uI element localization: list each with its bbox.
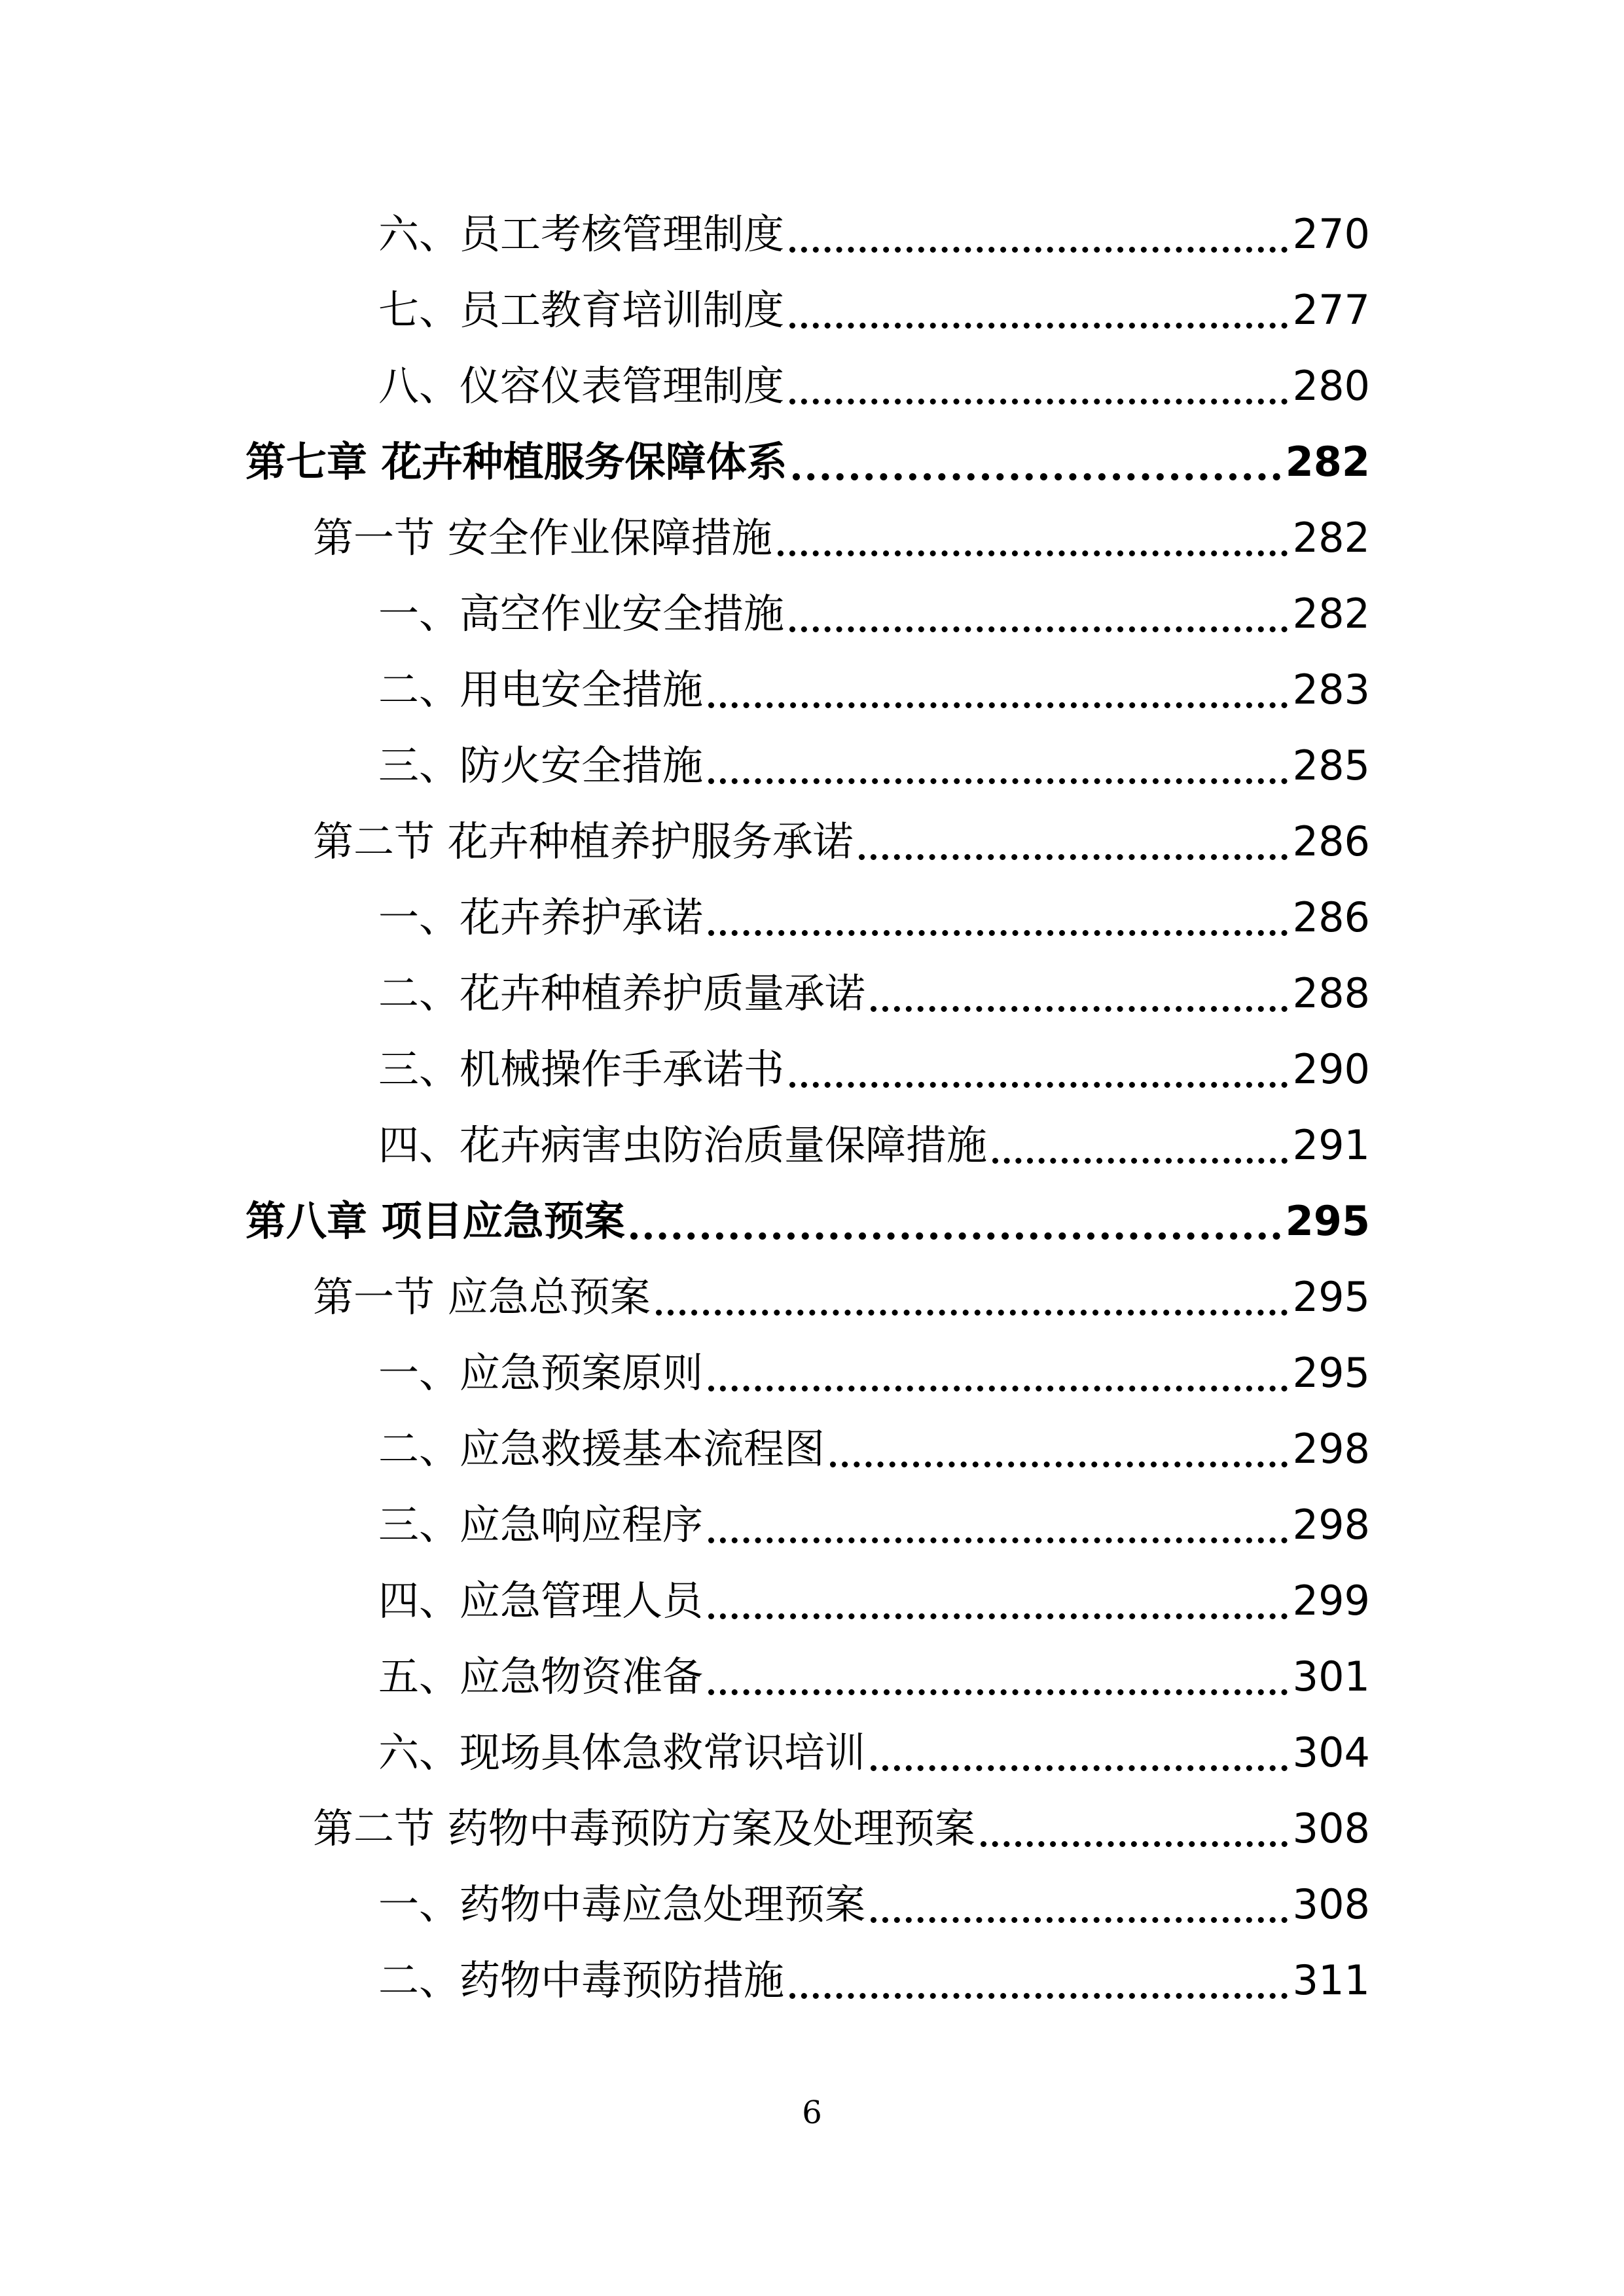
toc-entry-title: 一、高空作业安全措施 xyxy=(378,590,785,637)
toc-entry-page-number: 304 xyxy=(1292,1729,1370,1776)
toc-entry-title: 三、应急响应程序 xyxy=(378,1501,704,1549)
toc-entry-title: 第二节 药物中毒预防方案及处理预案 xyxy=(313,1804,975,1852)
toc-entry-page-number: 282 xyxy=(1285,438,1370,486)
toc-entry-page-number: 311 xyxy=(1292,1956,1370,2004)
toc-entry-page-number: 282 xyxy=(1292,590,1370,637)
toc-entry-page-number: 280 xyxy=(1292,362,1370,410)
toc-entry-page-number: 291 xyxy=(1292,1121,1370,1169)
toc-entry-title: 一、花卉养护承诺 xyxy=(378,893,704,941)
toc-entry-section[interactable] xyxy=(313,1266,1370,1329)
toc-dot-leader xyxy=(630,1232,1280,1240)
toc-entry-page-number: 301 xyxy=(1292,1653,1370,1700)
toc-dot-leader xyxy=(708,702,1288,708)
toc-entry-item[interactable] xyxy=(378,583,1370,645)
toc-entry-page-number: 290 xyxy=(1292,1045,1370,1093)
toc-dot-leader xyxy=(981,1841,1288,1847)
toc-entry-item[interactable] xyxy=(378,886,1370,949)
toc-dot-leader xyxy=(708,1689,1288,1695)
toc-dot-leader xyxy=(830,1462,1288,1467)
toc-entry-title: 三、防火安全措施 xyxy=(378,742,704,789)
toc-entry-section[interactable] xyxy=(313,810,1370,873)
page-number: 6 xyxy=(802,2094,822,2131)
toc-dot-leader xyxy=(871,1006,1288,1012)
toc-dot-leader xyxy=(656,1310,1288,1316)
toc-dot-leader xyxy=(871,1917,1288,1923)
toc-entry-title: 六、员工考核管理制度 xyxy=(378,210,785,258)
toc-entry-title: 二、药物中毒预防措施 xyxy=(378,1956,785,2004)
toc-entry-item[interactable] xyxy=(378,1873,1370,1936)
toc-entry-item[interactable] xyxy=(378,1494,1370,1556)
toc-dot-leader xyxy=(708,930,1288,936)
toc-entry-page-number: 295 xyxy=(1292,1349,1370,1397)
toc-entry-page-number: 298 xyxy=(1292,1501,1370,1549)
toc-entry-item[interactable] xyxy=(378,279,1370,342)
toc-entry-item[interactable] xyxy=(378,1570,1370,1632)
toc-entry-item[interactable] xyxy=(378,1114,1370,1177)
toc-entry-page-number: 308 xyxy=(1292,1880,1370,1928)
toc-entry-title: 第二节 花卉种植养护服务承诺 xyxy=(313,817,854,865)
toc-entry-title: 五、应急物资准备 xyxy=(378,1653,704,1700)
toc-entry-title: 八、仪容仪表管理制度 xyxy=(378,362,785,410)
toc-entry-title: 第八章 项目应急预案 xyxy=(245,1197,625,1245)
toc-entry-title: 第七章 花卉种植服务保障体系 xyxy=(245,438,787,486)
toc-entry-title: 六、现场具体急救常识培训 xyxy=(378,1729,866,1776)
toc-dot-leader xyxy=(708,1386,1288,1391)
toc-entry-item[interactable] xyxy=(378,1038,1370,1101)
toc-entry-item[interactable] xyxy=(378,658,1370,721)
toc-entry-page-number: 286 xyxy=(1292,893,1370,941)
toc-entry-title: 二、用电安全措施 xyxy=(378,666,704,713)
toc-entry-item[interactable] xyxy=(378,1418,1370,1480)
toc-entry-chapter[interactable] xyxy=(245,1190,1370,1253)
toc-dot-leader xyxy=(789,1993,1288,1999)
toc-entry-title: 四、花卉病害虫防治质量保障措施 xyxy=(378,1121,988,1169)
toc-dot-leader xyxy=(708,778,1288,784)
toc-dot-leader xyxy=(789,323,1288,329)
toc-entry-chapter[interactable] xyxy=(245,431,1370,493)
toc-entry-page-number: 277 xyxy=(1292,286,1370,334)
toc-entry-item[interactable] xyxy=(378,1645,1370,1708)
toc-entry-title: 一、药物中毒应急处理预案 xyxy=(378,1880,866,1928)
toc-entry-item[interactable] xyxy=(378,1949,1370,2012)
toc-dot-leader xyxy=(789,1082,1288,1088)
toc-dot-leader xyxy=(708,1613,1288,1619)
toc-entry-page-number: 295 xyxy=(1292,1273,1370,1321)
toc-entry-item[interactable] xyxy=(378,355,1370,418)
toc-dot-leader xyxy=(992,1158,1288,1164)
toc-entry-page-number: 295 xyxy=(1285,1197,1370,1245)
toc-dot-leader xyxy=(778,550,1288,556)
toc-entry-item[interactable] xyxy=(378,1721,1370,1784)
toc-entry-title: 第一节 应急总预案 xyxy=(313,1273,651,1321)
toc-entry-section[interactable] xyxy=(313,1797,1370,1860)
toc-entry-title: 七、员工教育培训制度 xyxy=(378,286,785,334)
toc-entry-page-number: 283 xyxy=(1292,666,1370,713)
toc-dot-leader xyxy=(789,247,1288,253)
toc-entry-item[interactable] xyxy=(378,1342,1370,1405)
toc-dot-leader xyxy=(789,399,1288,404)
toc-entry-title: 二、应急救援基本流程图 xyxy=(378,1425,825,1473)
toc-entry-title: 第一节 安全作业保障措施 xyxy=(313,514,772,562)
toc-entry-page-number: 308 xyxy=(1292,1804,1370,1852)
toc-entry-item[interactable] xyxy=(378,962,1370,1025)
toc-entry-page-number: 299 xyxy=(1292,1577,1370,1624)
toc-entry-page-number: 270 xyxy=(1292,210,1370,258)
toc-entry-page-number: 285 xyxy=(1292,742,1370,789)
toc-entry-section[interactable] xyxy=(313,507,1370,569)
toc-entry-page-number: 286 xyxy=(1292,817,1370,865)
toc-entry-page-number: 298 xyxy=(1292,1425,1370,1473)
toc-entry-title: 三、机械操作手承诺书 xyxy=(378,1045,785,1093)
toc-entry-title: 一、应急预案原则 xyxy=(378,1349,704,1397)
toc-entry-title: 二、花卉种植养护质量承诺 xyxy=(378,969,866,1017)
toc-dot-leader xyxy=(793,473,1280,480)
toc-dot-leader xyxy=(871,1765,1288,1771)
toc-entry-item[interactable] xyxy=(378,203,1370,266)
toc-entry-title: 四、应急管理人员 xyxy=(378,1577,704,1624)
toc-dot-leader xyxy=(859,854,1288,860)
toc-entry-page-number: 288 xyxy=(1292,969,1370,1017)
toc-dot-leader xyxy=(708,1537,1288,1543)
toc-entry-item[interactable] xyxy=(378,734,1370,797)
toc-dot-leader xyxy=(789,626,1288,632)
toc-entry-page-number: 282 xyxy=(1292,514,1370,562)
